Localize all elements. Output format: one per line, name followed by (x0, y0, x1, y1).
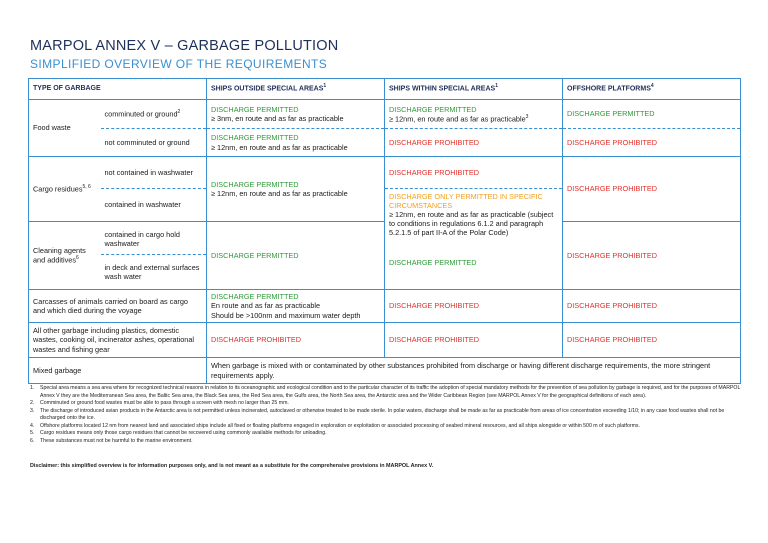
cleaning-offshore: DISCHARGE PROHIBITED (563, 222, 741, 290)
cleaning-subtypes (101, 222, 207, 290)
carcasses-outside: DISCHARGE PERMITTED En route and as far as practicable Should be >100nm and maximum water depth (207, 290, 385, 323)
footnote: 1. Special area means a sea area where for recognized technical reasons in relation to its oceanographic and ecological condition and to the particular character of its traffic the adoption of special mandatory methods for the prevention of sea pollution by garbage is required, and for the purposes of MARPOL Annex V they are the Mediterranean Sea area, the Baltic Sea area, the Black Sea area, the Red Sea area, the Gulfs area, the North Sea area, the Antarctic area and the Wider Caribbean Region (see MARPOL Annex V for the geographical definitions of each area). (30, 385, 741, 399)
footnote: 5. Cargo residues means only those cargo residues that cannot be recovered using commonly available methods for unloading. (30, 430, 327, 437)
cleaning-within-deck-status: DISCHARGE PERMITTED (389, 257, 477, 267)
carcasses-label: Carcasses of animals carried on board as cargo and which died during the voyage (29, 290, 207, 323)
table-row (29, 157, 741, 189)
header-outside: SHIPS OUTSIDE SPECIAL AREAS$^1$ (207, 79, 385, 100)
cleaning-outside: DISCHARGE PERMITTED (207, 222, 385, 290)
footnote: 6. These substances must not be harmful to the marine environment. (30, 437, 193, 444)
food-within-not-comminuted: DISCHARGE PROHIBITED (385, 129, 563, 157)
food-within-comminuted: DISCHARGE PERMITTED ≥ 12nm, en route and as far as practicable$^3$ (385, 100, 563, 129)
table-row (29, 100, 741, 129)
food-outside-not-comminuted: DISCHARGE PERMITTED ≥ 12nm, en route and as far as practicable (207, 129, 385, 157)
footnote: 2. Comminuted or ground food wastes must be able to pass through a screen with mesh no larger than 25 mm. (30, 400, 289, 407)
cargo-outside: DISCHARGE PERMITTED ≥ 12nm, en route and as far as practicable (207, 157, 385, 222)
cargo-sub-washwater: contained in washwater (101, 189, 207, 222)
food-outside-comminuted: DISCHARGE PERMITTED ≥ 3nm, en route and as far as practicable (207, 100, 385, 129)
food-waste-label: Food waste (29, 100, 101, 157)
header-type: TYPE OF GARBAGE (29, 79, 207, 100)
table-row (29, 358, 741, 384)
cargo-residues-label: Cargo residues$^{5, 6}$ (29, 157, 101, 222)
other-garbage-label: All other garbage including plastics, domestic wastes, cooking oil, incinerator ashes, operational wastes and fishing gear (29, 323, 207, 358)
requirements-table (28, 78, 741, 384)
other-within: DISCHARGE PROHIBITED (385, 323, 563, 358)
mixed-garbage-text: When garbage is mixed with or contaminated by other substances prohibited from discharge or having different discharge requirements, the more stringent requirements apply. (207, 358, 741, 384)
food-offshore-not-comminuted: DISCHARGE PROHIBITED (563, 129, 741, 157)
table-row (29, 129, 741, 157)
page-subtitle: SIMPLIFIED OVERVIEW OF THE REQUIREMENTS (30, 57, 328, 71)
food-sub-comminuted: comminuted or ground$^2$ (101, 100, 207, 129)
carcasses-within: DISCHARGE PROHIBITED (385, 290, 563, 323)
cargo-sub-not-washwater: not contained in washwater (101, 157, 207, 189)
cleaning-sub-deck: in deck and external surfaces wash water (104, 263, 200, 282)
cargo-within-washwater: DISCHARGE ONLY PERMITTED IN SPECIFIC CIRCUMSTANCES ≥ 12nm, en route and as far as practicable (subject to conditions in regulations 6.1.2 and paragraph 5.2.1.5 of part II-A of the Polar Code) DISCHARGE PERMITTED (385, 189, 563, 290)
header-offshore: OFFSHORE PLATFORMS$^4$ (563, 79, 741, 100)
cargo-offshore: DISCHARGE PROHIBITED (563, 157, 741, 222)
footnote: 3. The discharge of introduced avian products in the Antarctic area is not permitted unless incinerated, autoclaved or otherwise treated to be made sterile. In polar waters, discharge shall be made as far as practicable from areas of ice concentration exceeding 1/10; in any case food wastes shall not be discharged onto the ice. (30, 407, 725, 422)
cargo-within-not-washwater: DISCHARGE PROHIBITED (385, 157, 563, 189)
food-sub-not-comminuted: not comminuted or ground (101, 129, 207, 157)
footnote: 4. Offshore platforms located 12 nm from nearest land and associated ships include all fixed or floating platforms engaged in exploration or exploitation or associated processing of seabed mineral resources, and all ships alongside or within 500 m of such platforms. (30, 422, 640, 429)
page-title: MARPOL ANNEX V – GARBAGE POLLUTION (30, 38, 339, 54)
table-header-row (29, 79, 741, 100)
other-outside: DISCHARGE PROHIBITED (207, 323, 385, 358)
cleaning-agents-label: Cleaning agents and additives$^6$ (29, 222, 101, 290)
table-row (29, 290, 741, 323)
header-within: SHIPS WITHIN SPECIAL AREAS$^1$ (385, 79, 563, 100)
food-offshore-comminuted: DISCHARGE PERMITTED (563, 100, 741, 129)
other-offshore: DISCHARGE PROHIBITED (563, 323, 741, 358)
footnotes (30, 385, 742, 445)
table-row (29, 323, 741, 358)
disclaimer: Disclaimer: this simplified overview is for information purposes only, and is not meant as a substitute for the comprehensive provisions in MARPOL Annex V. (30, 463, 434, 469)
cleaning-sub-cargo-hold: contained in cargo hold washwater (101, 230, 207, 255)
carcasses-offshore: DISCHARGE PROHIBITED (563, 290, 741, 323)
mixed-garbage-label: Mixed garbage (29, 358, 207, 384)
